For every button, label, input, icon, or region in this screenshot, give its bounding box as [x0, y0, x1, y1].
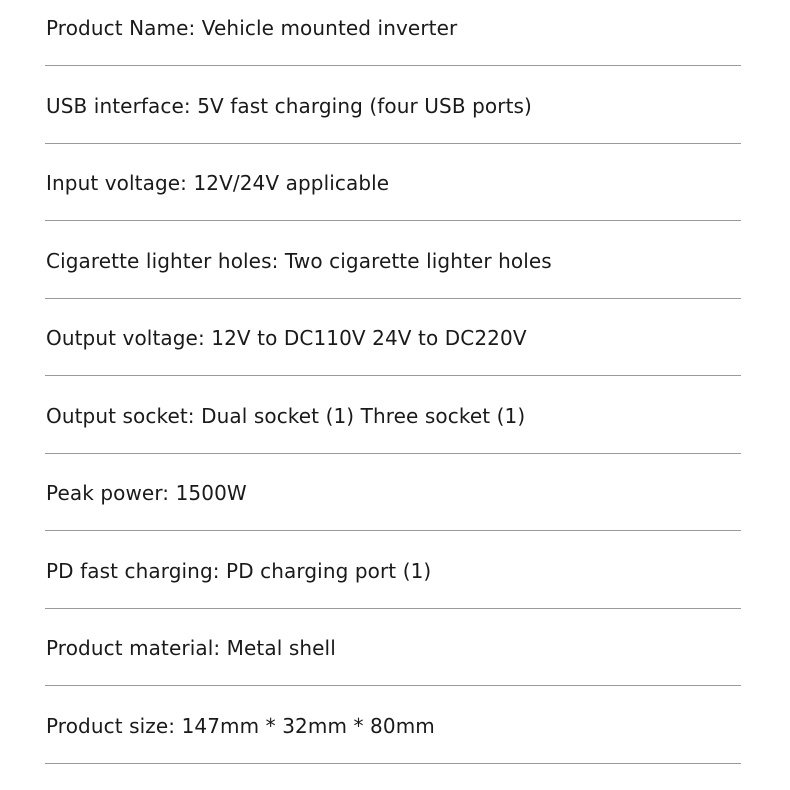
spec-text: Output socket: Dual socket (1) Three socket (1) — [46, 403, 526, 428]
spec-row-product-size — [45, 686, 741, 764]
spec-text: Input voltage: 12V/24V applicable — [46, 171, 390, 195]
spec-text: PD fast charging: PD charging port (1) — [46, 558, 432, 583]
spec-row-cigarette-lighter-holes — [45, 221, 741, 299]
spec-text: Cigarette lighter holes: Two cigarette lighter holes — [46, 248, 552, 273]
spec-row-input-voltage — [45, 144, 741, 222]
spec-row-product-name — [45, 0, 741, 66]
spec-row-pd-fast-charging — [45, 531, 741, 609]
spec-text: Product size: 147mm * 32mm * 80mm — [46, 713, 435, 738]
spec-row-output-voltage — [45, 299, 741, 377]
spec-text: Output voltage: 12V to DC110V 24V to DC220V — [46, 326, 527, 350]
spec-list — [45, 0, 741, 764]
spec-text: Product material: Metal shell — [46, 636, 336, 660]
spec-row-usb-interface — [45, 66, 741, 144]
spec-row-peak-power — [45, 454, 741, 532]
spec-text: Product Name: Vehicle mounted inverter — [46, 16, 458, 40]
spec-text: USB interface: 5V fast charging (four USB ports) — [46, 93, 532, 118]
spec-row-output-socket — [45, 376, 741, 454]
spec-row-product-material — [45, 609, 741, 687]
spec-text: Peak power: 1500W — [46, 481, 247, 505]
